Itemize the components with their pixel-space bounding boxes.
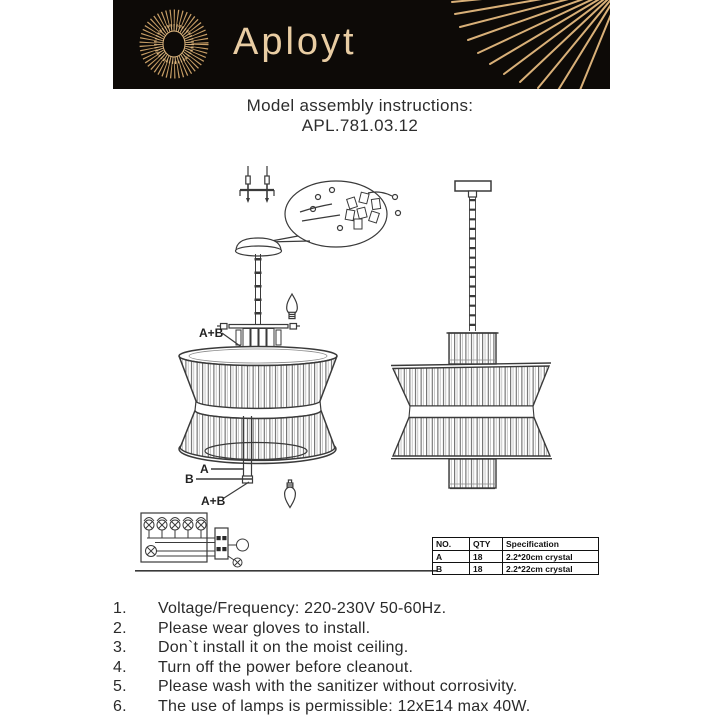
- screw-icon: [246, 166, 250, 203]
- item-number: 6.: [113, 697, 127, 715]
- item-number: 1.: [113, 600, 127, 617]
- svg-text:A: A: [200, 462, 209, 476]
- svg-text:A+B: A+B: [201, 494, 226, 508]
- instructions-list: [113, 599, 633, 717]
- item-number: 5.: [113, 678, 127, 696]
- list-item: [113, 677, 633, 697]
- svg-text:B: B: [185, 472, 194, 486]
- mounting-bracket-drawing: [240, 166, 274, 203]
- cell-no: B: [433, 563, 470, 575]
- item-text: Don`t install it on the moist ceiling.: [158, 639, 409, 657]
- header-spec: Specification: [503, 538, 599, 551]
- brand-banner: [113, 0, 610, 89]
- header-qty: QTY: [470, 538, 503, 551]
- list-item: [113, 638, 633, 658]
- cell-qty: 18: [470, 563, 503, 575]
- rod-drawing: [256, 254, 261, 325]
- lamp-symbol-icon: [146, 546, 157, 557]
- cell-no: A: [433, 551, 470, 563]
- table-row: [433, 563, 599, 575]
- cell-spec: 2.2*22cm crystal: [503, 563, 599, 575]
- item-number: 2.: [113, 619, 127, 637]
- item-number: 4.: [113, 658, 127, 676]
- assembly-diagram: [0, 150, 720, 600]
- title-block: [0, 96, 720, 136]
- page-title: Model assembly instructions:: [246, 96, 474, 115]
- starburst-logo-icon: [148, 18, 200, 70]
- list-item: [113, 599, 633, 619]
- item-text: Turn off the power before cleanout.: [158, 658, 414, 676]
- hardware-callout-drawing: [266, 181, 401, 247]
- chandelier-front-drawing: [391, 181, 552, 489]
- banner-art: [113, 0, 610, 89]
- item-text: Please wear gloves to install.: [158, 619, 371, 637]
- item-number: 3.: [113, 639, 127, 657]
- label-a-plus-b-bottom: [201, 482, 249, 508]
- cell-spec: 2.2*20cm crystal: [503, 551, 599, 563]
- cell-qty: 18: [470, 551, 503, 563]
- item-text: Voltage/Frequency: 220-230V 50-60Hz.: [158, 600, 447, 617]
- bulb-icon: [287, 294, 298, 319]
- parts-table-header-row: [433, 538, 599, 551]
- svg-text:A+B: A+B: [199, 326, 224, 340]
- model-number: APL.781.03.12: [301, 116, 419, 135]
- list-item: [113, 658, 633, 678]
- corner-rays-icon: [452, 0, 610, 89]
- item-text: The use of lamps is permissible: 12xE14 max 40W.: [158, 697, 531, 715]
- list-item: [113, 619, 633, 639]
- label-b: [185, 472, 252, 486]
- item-text: Please wash with the sanitizer without corrosivity.: [158, 678, 518, 696]
- header-no: NO.: [433, 538, 470, 551]
- parts-table: [432, 537, 599, 575]
- wiring-diagram-drawing: [141, 513, 249, 567]
- brand-wordmark: Aployt: [233, 21, 357, 63]
- bulb-icon: [285, 480, 296, 508]
- label-a: [200, 462, 243, 476]
- list-item: [113, 697, 633, 717]
- screw-icon: [265, 166, 269, 203]
- table-row: [433, 551, 599, 563]
- canopy-drawing: [236, 238, 282, 256]
